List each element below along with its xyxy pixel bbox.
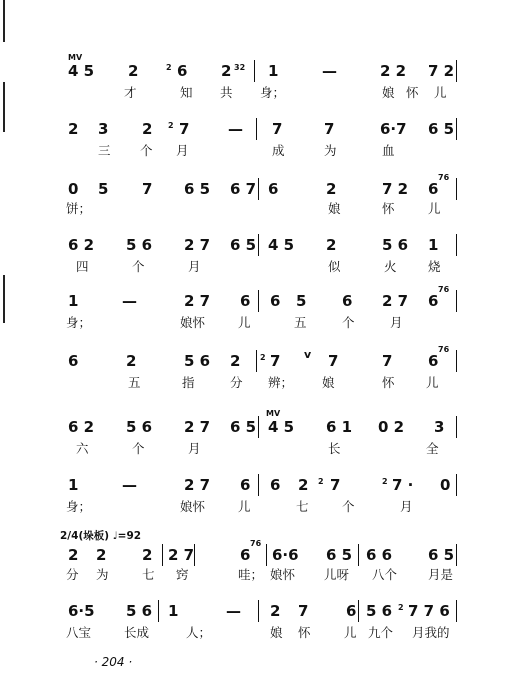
page-number: · 204 · bbox=[94, 655, 133, 669]
note: 6 bbox=[240, 476, 251, 494]
note: 2 bbox=[298, 476, 309, 494]
lyric: 个 bbox=[132, 259, 145, 274]
barline bbox=[456, 350, 457, 372]
lyric: 火 bbox=[384, 259, 397, 274]
note: — bbox=[122, 292, 137, 310]
note: 2 bbox=[126, 352, 137, 370]
note: 6 bbox=[428, 292, 439, 310]
note: 6 bbox=[240, 546, 251, 564]
note: 4 5 bbox=[268, 236, 295, 254]
note: — bbox=[228, 120, 243, 138]
barline bbox=[258, 474, 259, 496]
barline bbox=[456, 290, 457, 312]
tempo-marking: 2/4(垛板) ♩=92 bbox=[60, 530, 142, 542]
note: 7 bbox=[324, 120, 335, 138]
note: 6·5 bbox=[68, 602, 95, 620]
lyric: 月 bbox=[176, 143, 189, 158]
lyric: 身； bbox=[260, 85, 286, 100]
page-edge-mark bbox=[3, 275, 5, 323]
note: 2 bbox=[326, 180, 337, 198]
lyric: 五 bbox=[128, 375, 141, 390]
note: 2 bbox=[68, 546, 79, 564]
lyric: 个 bbox=[342, 315, 355, 330]
lyric: 分 bbox=[66, 567, 79, 582]
lyric-line bbox=[60, 498, 470, 516]
lyric: 共 bbox=[220, 85, 233, 100]
lyric-line bbox=[60, 374, 470, 392]
note: 2 bbox=[221, 62, 232, 80]
note: 2 bbox=[142, 120, 153, 138]
barline bbox=[456, 60, 457, 82]
lyric: 长 bbox=[328, 441, 341, 456]
lyric: 身； bbox=[66, 499, 92, 514]
grace-mark: 32 bbox=[234, 63, 246, 72]
grace-mark: MV bbox=[266, 409, 281, 418]
note: 6 bbox=[268, 180, 279, 198]
lyric-line bbox=[60, 84, 470, 102]
grace-mark: 2 bbox=[168, 121, 174, 130]
lyric: 哇； bbox=[238, 567, 264, 582]
note: 0 2 bbox=[378, 418, 405, 436]
note: 2 7 bbox=[184, 418, 211, 436]
note: 6 bbox=[240, 292, 251, 310]
lyric: 八个 bbox=[372, 567, 398, 582]
note: 5 6 bbox=[382, 236, 409, 254]
note: 2 bbox=[128, 62, 139, 80]
lyric: 个 bbox=[342, 499, 355, 514]
note: 0 bbox=[68, 180, 79, 198]
barline bbox=[158, 600, 159, 622]
note: 2 bbox=[270, 602, 281, 620]
lyric-line bbox=[60, 314, 470, 332]
lyric: 身； bbox=[66, 315, 92, 330]
lyric: 儿呀 bbox=[324, 567, 350, 582]
lyric: 七 bbox=[296, 499, 309, 514]
note: 7 bbox=[382, 352, 393, 370]
note: 0 bbox=[440, 476, 451, 494]
barline bbox=[258, 416, 259, 438]
lyric-line bbox=[60, 142, 470, 160]
lyric: 烧 bbox=[428, 259, 441, 274]
note: 3 bbox=[434, 418, 445, 436]
lyric: 儿 bbox=[428, 201, 441, 216]
lyric: 月 bbox=[390, 315, 403, 330]
note: 6 bbox=[177, 62, 188, 80]
note: 7 bbox=[298, 602, 309, 620]
lyric: 娘怀 bbox=[180, 315, 206, 330]
note: 6 5 bbox=[326, 546, 353, 564]
lyric: 九个 bbox=[368, 625, 394, 640]
note: 6 2 bbox=[68, 236, 95, 254]
lyric: 个 bbox=[132, 441, 145, 456]
note: 6 6 bbox=[366, 546, 393, 564]
lyric: 为 bbox=[96, 567, 109, 582]
note: 5 bbox=[296, 292, 307, 310]
lyric: 月我的 bbox=[412, 625, 450, 640]
note: 6 7 bbox=[230, 180, 257, 198]
barline bbox=[266, 544, 267, 566]
lyric: 人； bbox=[186, 625, 212, 640]
lyric: 怀 bbox=[406, 85, 419, 100]
barline bbox=[194, 544, 195, 566]
note: 1 bbox=[268, 62, 279, 80]
note: 6·6 bbox=[272, 546, 299, 564]
note: 5 6 bbox=[126, 602, 153, 620]
lyric-line bbox=[60, 200, 470, 218]
note: 7 bbox=[328, 352, 339, 370]
note: 1 bbox=[68, 476, 79, 494]
barline bbox=[258, 290, 259, 312]
lyric-line bbox=[60, 440, 470, 458]
note: 6 bbox=[342, 292, 353, 310]
grace-mark: 2 bbox=[318, 477, 324, 486]
lyric: 月 bbox=[188, 259, 201, 274]
barline bbox=[258, 600, 259, 622]
lyric: 儿 bbox=[238, 499, 251, 514]
note: 3 bbox=[98, 120, 109, 138]
lyric: 娘 bbox=[328, 201, 341, 216]
note: 7 2 bbox=[382, 180, 409, 198]
lyric: 儿 bbox=[344, 625, 357, 640]
note: 5 6 bbox=[126, 418, 153, 436]
lyric: 月 bbox=[188, 441, 201, 456]
lyric: 怀 bbox=[382, 201, 395, 216]
note: 6 5 bbox=[428, 120, 455, 138]
note: 2 bbox=[230, 352, 241, 370]
lyric-line bbox=[60, 258, 470, 276]
note: 7 · bbox=[392, 476, 414, 494]
barline bbox=[358, 544, 359, 566]
note: 1 bbox=[428, 236, 439, 254]
lyric: 饼； bbox=[66, 201, 92, 216]
note: 6·7 bbox=[380, 120, 407, 138]
note: 6 5 bbox=[230, 236, 257, 254]
lyric: 为 bbox=[324, 143, 337, 158]
lyric: 儿 bbox=[434, 85, 447, 100]
lyric: 血 bbox=[382, 143, 395, 158]
barline bbox=[456, 178, 457, 200]
note: 5 6 bbox=[184, 352, 211, 370]
note: 7 7 6 bbox=[408, 602, 450, 620]
lyric: 才 bbox=[124, 85, 137, 100]
note: 2 7 bbox=[184, 236, 211, 254]
lyric-line bbox=[60, 566, 470, 584]
lyric-line bbox=[60, 624, 470, 642]
note: 7 bbox=[330, 476, 341, 494]
note: 6 bbox=[270, 292, 281, 310]
lyric: 娘 bbox=[270, 625, 283, 640]
note: 7 bbox=[272, 120, 283, 138]
lyric: 八宝 bbox=[66, 625, 92, 640]
page-edge-mark bbox=[3, 82, 5, 132]
note: 7 bbox=[270, 352, 281, 370]
note: 4 5 bbox=[268, 418, 295, 436]
lyric: 全 bbox=[426, 441, 439, 456]
note: 7 bbox=[142, 180, 153, 198]
lyric: 五 bbox=[294, 315, 307, 330]
lyric: 窍 bbox=[176, 567, 189, 582]
note: 6 5 bbox=[184, 180, 211, 198]
note: v bbox=[304, 348, 312, 361]
grace-mark: 76 bbox=[438, 345, 450, 354]
note: 4 5 bbox=[68, 62, 95, 80]
lyric: 指 bbox=[182, 375, 195, 390]
note: 6 bbox=[346, 602, 357, 620]
note: 6 2 bbox=[68, 418, 95, 436]
grace-mark: 2 bbox=[398, 603, 404, 612]
lyric: 分 bbox=[230, 375, 243, 390]
note: 7 2 bbox=[428, 62, 455, 80]
lyric: 成 bbox=[272, 143, 285, 158]
grace-mark: 76 bbox=[438, 285, 450, 294]
lyric: 怀 bbox=[382, 375, 395, 390]
grace-mark: 2 bbox=[382, 477, 388, 486]
note: 6 5 bbox=[230, 418, 257, 436]
lyric: 儿 bbox=[238, 315, 251, 330]
note: — bbox=[226, 602, 241, 620]
note: 5 6 bbox=[126, 236, 153, 254]
barline bbox=[256, 350, 257, 372]
note: 5 bbox=[98, 180, 109, 198]
note: 2 7 bbox=[168, 546, 195, 564]
barline bbox=[456, 474, 457, 496]
lyric: 四 bbox=[76, 259, 89, 274]
barline bbox=[456, 600, 457, 622]
note: 2 bbox=[142, 546, 153, 564]
barline bbox=[258, 178, 259, 200]
lyric: 月是 bbox=[428, 567, 454, 582]
note: 1 bbox=[168, 602, 179, 620]
note: 2 7 bbox=[382, 292, 409, 310]
page-edge-mark bbox=[3, 0, 5, 42]
note: 6 bbox=[428, 180, 439, 198]
grace-mark: MV bbox=[68, 53, 83, 62]
note: 2 7 bbox=[184, 476, 211, 494]
note: — bbox=[122, 476, 137, 494]
note: 5 6 bbox=[366, 602, 393, 620]
note: 2 bbox=[68, 120, 79, 138]
grace-mark: 2 bbox=[260, 353, 266, 362]
note: 2 7 bbox=[184, 292, 211, 310]
grace-mark: 76 bbox=[438, 173, 450, 182]
barline bbox=[456, 544, 457, 566]
note: 2 bbox=[326, 236, 337, 254]
lyric: 娘怀 bbox=[270, 567, 296, 582]
note: 7 bbox=[179, 120, 190, 138]
grace-mark: 76 bbox=[250, 539, 262, 548]
grace-mark: 2 bbox=[166, 63, 172, 72]
barline bbox=[456, 416, 457, 438]
note: 6 5 bbox=[428, 546, 455, 564]
lyric: 七 bbox=[142, 567, 155, 582]
lyric: 辨； bbox=[268, 375, 294, 390]
lyric: 娘 bbox=[322, 375, 335, 390]
lyric: 娘 bbox=[382, 85, 395, 100]
lyric: 六 bbox=[76, 441, 89, 456]
note: 6 bbox=[68, 352, 79, 370]
lyric: 知 bbox=[180, 85, 193, 100]
lyric: 娘怀 bbox=[180, 499, 206, 514]
lyric: 月 bbox=[400, 499, 413, 514]
note: 6 bbox=[270, 476, 281, 494]
barline bbox=[254, 60, 255, 82]
note: — bbox=[322, 62, 337, 80]
note: 6 bbox=[428, 352, 439, 370]
barline bbox=[162, 544, 163, 566]
barline bbox=[256, 118, 257, 140]
lyric: 似 bbox=[328, 259, 341, 274]
note: 6 1 bbox=[326, 418, 353, 436]
barline bbox=[258, 234, 259, 256]
note: 2 2 bbox=[380, 62, 407, 80]
note: 1 bbox=[68, 292, 79, 310]
barline bbox=[456, 118, 457, 140]
barline bbox=[456, 234, 457, 256]
lyric: 三 bbox=[98, 143, 111, 158]
lyric: 怀 bbox=[298, 625, 311, 640]
lyric: 个 bbox=[140, 143, 153, 158]
note: 2 bbox=[96, 546, 107, 564]
lyric: 长成 bbox=[124, 625, 150, 640]
barline bbox=[358, 600, 359, 622]
lyric: 儿 bbox=[426, 375, 439, 390]
